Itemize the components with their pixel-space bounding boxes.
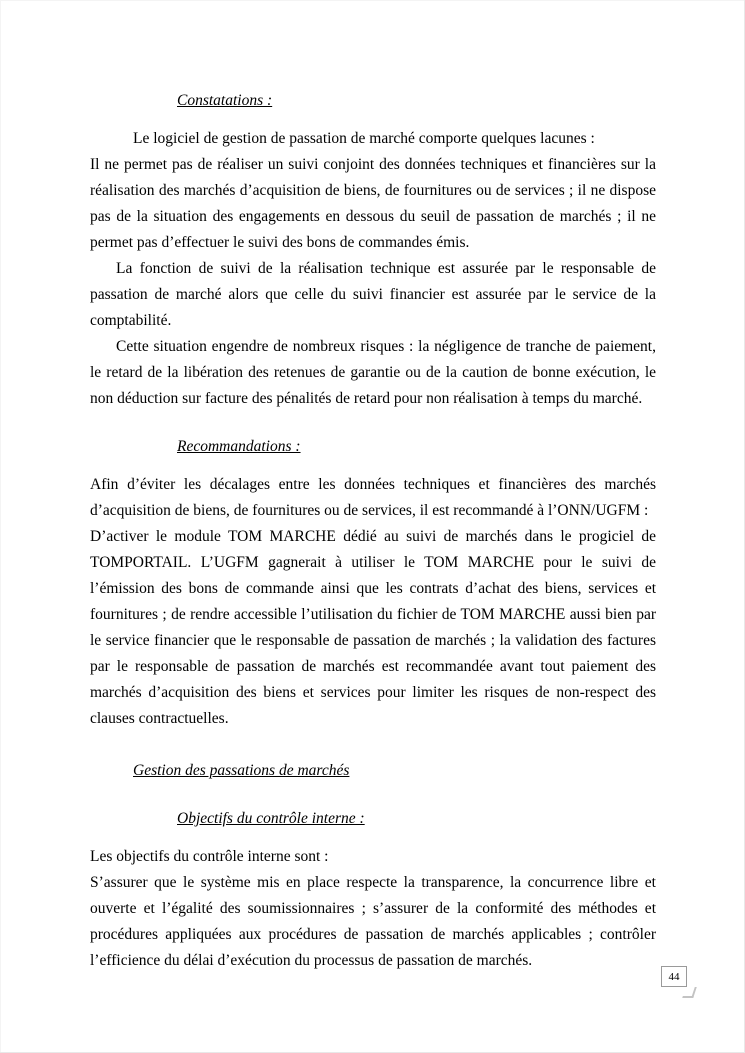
paragraph-sassurer: S’assurer que le système mis en place respecte la transparence, la concurrence libre et ouverte et l’égalité des soumissionnaires ; s’assurer de la conformité des méthodes et procédures appliquées aux procédures de passation de marchés applicables ; contrôler l’efficience du délai d’exécution du processus de passation de marchés.	[90, 874, 656, 969]
heading-recommandations: Recommandations :	[177, 438, 301, 455]
heading-objectifs-controle: Objectifs du contrôle interne :	[177, 810, 365, 827]
page-number: 44	[668, 970, 680, 983]
paragraph-suivi-conjoint: Il ne permet pas de réaliser un suivi conjoint des données techniques et financières sur la réalisation des marchés d’acquisition de biens, de fournitures ou de services ; il ne dispose pas de la situation des engagements en dessous du seuil de passation de marchés ; il ne permet pas d’effectuer le suivi des bons de commandes émis.	[90, 156, 656, 251]
paragraph-afin-eviter: Afin d’éviter les décalages entre les données techniques et financières des marchés d’acquisition de biens, de fournitures ou de services, il est recommandé à l’ONN/UGFM :	[90, 476, 656, 519]
paragraph-risques: Cette situation engendre de nombreux risques : la négligence de tranche de paiement, le retard de la libération des retenues de garantie ou de la caution de bonne exécution, le non déduction sur facture des pénalités de retard pour non réalisation à temps du marché.	[90, 338, 656, 407]
paragraph-logiciel-lacunes: Le logiciel de gestion de passation de marché comporte quelques lacunes :	[133, 130, 595, 147]
heading-gestion-passations: Gestion des passations de marchés	[133, 762, 350, 779]
heading-constatations: Constatations :	[177, 92, 273, 109]
page-curl-icon	[682, 987, 697, 998]
paragraph-activer-module: D’activer le module TOM MARCHE dédié au suivi de marchés dans le progiciel de TOMPORTAIL. L’UGFM gagnerait à utiliser le TOM MARCHE pour le suivi de l’émission des bons de commande ainsi que les contrats d’achat des biens, services et fournitures ; de rendre accessible l’utilisation du fichier de TOM MARCHE aussi bien par le service financier que le responsable de passation de marchés ; la validation des factures par le responsable de passation de marchés est recommandée avant tout paiement des marchés d’acquisition des biens et services pour limiter les risques de non-respect des clauses contractuelles.	[90, 528, 656, 727]
paragraph-objectifs-intro: Les objectifs du contrôle interne sont :	[90, 848, 329, 865]
page-content	[90, 88, 656, 974]
page-number-box	[661, 966, 687, 987]
paragraph-fonction-suivi: La fonction de suivi de la réalisation technique est assurée par le responsable de passation de marché alors que celle du suivi financier est assurée par le service de la comptabilité.	[90, 260, 656, 329]
